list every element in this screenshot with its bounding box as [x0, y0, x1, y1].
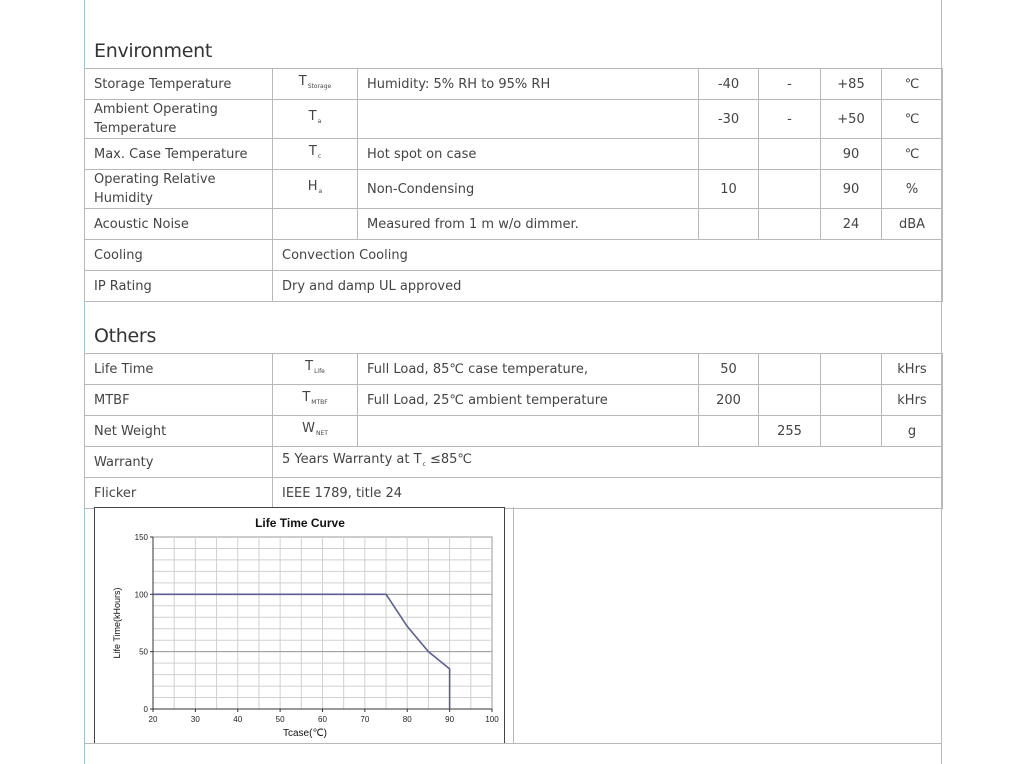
max-cell: [821, 416, 882, 447]
unit-cell: %: [882, 170, 943, 209]
condition-cell: [358, 100, 699, 139]
typ-cell: [759, 354, 821, 385]
symbol-subscript: c: [317, 153, 322, 160]
spec-row: [85, 139, 943, 170]
spec-row: [85, 100, 943, 139]
max-cell: 24: [821, 209, 882, 240]
symbol-cell: [273, 385, 358, 416]
typ-cell: [759, 139, 821, 170]
typ-cell: [759, 170, 821, 209]
min-cell: [699, 209, 759, 240]
x-tick-label: 40: [233, 715, 243, 724]
symbol: T: [308, 144, 317, 159]
max-cell: +85: [821, 69, 882, 100]
spec-row: [85, 447, 943, 478]
min-cell: -40: [699, 69, 759, 100]
symbol-cell: [273, 416, 358, 447]
spec-row: [85, 240, 943, 271]
max-cell: +50: [821, 100, 882, 139]
condition-cell: Humidity: 5% RH to 95% RH: [358, 69, 699, 100]
warranty-value-cell: [273, 447, 943, 478]
symbol-cell: [273, 170, 358, 209]
x-axis-label: Tcase(℃): [282, 728, 328, 739]
spec-row: [85, 478, 943, 509]
symbol-subscript: Life: [314, 368, 325, 375]
spec-row: [85, 385, 943, 416]
symbol-cell: [273, 209, 358, 240]
typ-cell: [759, 385, 821, 416]
condition-cell: Full Load, 25℃ ambient temperature: [358, 385, 699, 416]
condition-cell: [358, 416, 699, 447]
typ-cell: [759, 209, 821, 240]
symbol-subscript: NET: [315, 430, 328, 437]
life-time-chart: [94, 507, 505, 744]
unit-cell: dBA: [882, 209, 943, 240]
spec-row: [85, 354, 943, 385]
spec-row: [85, 69, 943, 100]
x-tick-label: 70: [360, 715, 370, 724]
unit-cell: g: [882, 416, 943, 447]
parameter-cell: Operating Relative Humidity: [85, 170, 273, 209]
unit-cell: ℃: [882, 100, 943, 139]
min-cell: 10: [699, 170, 759, 209]
symbol-subscript: a: [317, 118, 322, 125]
life-time-chart-svg: [95, 508, 506, 745]
max-cell: 90: [821, 139, 882, 170]
symbol-cell: [273, 69, 358, 100]
condition-cell: Hot spot on case: [358, 139, 699, 170]
parameter-cell: Warranty: [85, 447, 273, 478]
max-cell: [821, 385, 882, 416]
symbol-cell: [273, 139, 358, 170]
warranty-text: 5 Years Warranty at T: [282, 452, 422, 467]
x-tick-label: 30: [190, 715, 200, 724]
symbol-subscript: Storage: [307, 83, 332, 90]
x-tick-label: 50: [275, 715, 285, 724]
unit-cell: kHrs: [882, 385, 943, 416]
symbol: W: [302, 421, 315, 436]
spec-row: [85, 209, 943, 240]
unit-cell: ℃: [882, 139, 943, 170]
unit-cell: kHrs: [882, 354, 943, 385]
spec-row: [85, 416, 943, 447]
max-cell: 90: [821, 170, 882, 209]
y-axis-label: Life Time(kHours): [112, 587, 122, 659]
parameter-cell: MTBF: [85, 385, 273, 416]
environment-table: [84, 68, 943, 302]
min-cell: 200: [699, 385, 759, 416]
x-tick-label: 80: [402, 715, 412, 724]
warranty-condition: ≤85℃: [425, 452, 473, 467]
symbol: T: [302, 390, 311, 405]
condition-cell: Measured from 1 m w/o dimmer.: [358, 209, 699, 240]
parameter-cell: Flicker: [85, 478, 273, 509]
symbol-cell: [273, 354, 358, 385]
parameter-cell: Cooling: [85, 240, 273, 271]
y-tick-label: 100: [134, 590, 148, 600]
condition-cell: Non-Condensing: [358, 170, 699, 209]
y-tick-label: 50: [139, 647, 148, 657]
others-heading: Others: [94, 325, 157, 347]
parameter-cell: Ambient Operating Temperature: [85, 100, 273, 139]
symbol: T: [305, 359, 314, 374]
typ-cell: 255: [759, 416, 821, 447]
value-cell: Dry and damp UL approved: [273, 271, 943, 302]
others-table: [84, 353, 943, 509]
unit-cell: ℃: [882, 69, 943, 100]
warranty-subscript: c: [422, 461, 426, 468]
environment-heading: Environment: [94, 40, 213, 62]
max-cell: [821, 354, 882, 385]
chart-cell-divider: [513, 507, 514, 744]
symbol: T: [308, 109, 317, 124]
symbol: H: [307, 179, 318, 194]
symbol-subscript: a: [318, 188, 323, 195]
y-tick-label: 150: [134, 533, 148, 542]
min-cell: [699, 139, 759, 170]
symbol-subscript: MTBF: [311, 399, 328, 406]
min-cell: 50: [699, 354, 759, 385]
symbol-cell: [273, 100, 358, 139]
parameter-cell: Storage Temperature: [85, 69, 273, 100]
condition-cell: Full Load, 85℃ case temperature,: [358, 354, 699, 385]
table-bottom-rule: [84, 743, 942, 744]
parameter-cell: IP Rating: [85, 271, 273, 302]
x-tick-label: 90: [445, 715, 455, 724]
parameter-cell: Life Time: [85, 354, 273, 385]
parameter-cell: Net Weight: [85, 416, 273, 447]
typ-cell: -: [759, 100, 821, 139]
symbol: T: [298, 74, 307, 89]
value-cell: Convection Cooling: [273, 240, 943, 271]
x-tick-label: 20: [148, 715, 158, 724]
y-tick-label: 0: [143, 705, 148, 714]
spec-row: [85, 170, 943, 209]
spec-row: [85, 271, 943, 302]
min-cell: -30: [699, 100, 759, 139]
parameter-cell: Max. Case Temperature: [85, 139, 273, 170]
parameter-cell: Acoustic Noise: [85, 209, 273, 240]
chart-title: Life Time Curve: [255, 516, 345, 530]
min-cell: [699, 416, 759, 447]
x-tick-label: 100: [485, 715, 499, 724]
x-tick-label: 60: [318, 715, 327, 724]
value-cell: IEEE 1789, title 24: [273, 478, 943, 509]
datasheet-page: [84, 0, 942, 764]
typ-cell: -: [759, 69, 821, 100]
